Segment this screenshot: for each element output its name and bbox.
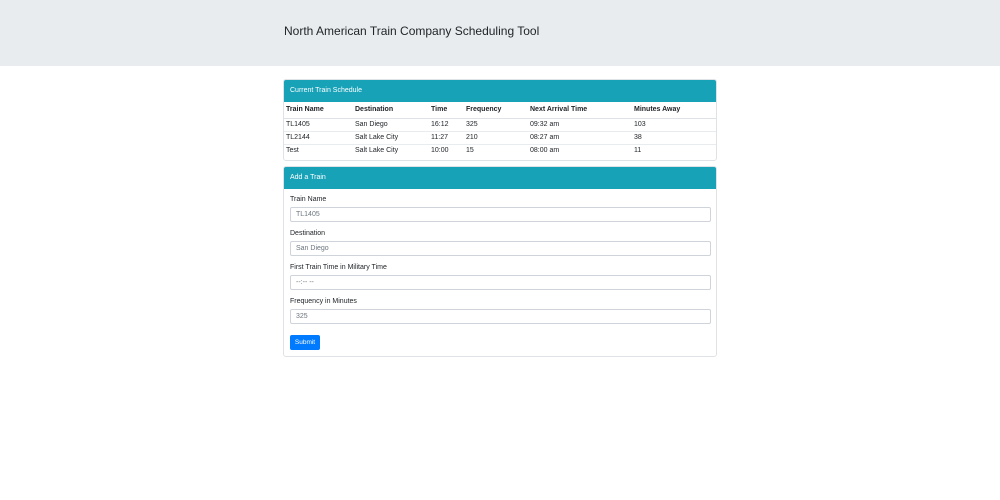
- frequency-cell: 210: [464, 131, 528, 144]
- next-arrival-cell: 08:00 am: [528, 144, 632, 157]
- column-header: Time: [429, 102, 464, 118]
- next-arrival-cell: 09:32 am: [530, 121, 560, 128]
- destination-label: Destination: [290, 230, 326, 237]
- time-cell: 11:27: [429, 131, 464, 144]
- table-row: [284, 118, 716, 131]
- destination-cell: Salt Lake City: [353, 144, 429, 157]
- add-train-card-header: Add a Train: [284, 167, 716, 189]
- destination-cell: San Diego: [355, 121, 388, 128]
- frequency-cell: 15: [464, 144, 528, 157]
- frequency-cell: 325: [466, 121, 478, 128]
- page-header: [0, 0, 1000, 66]
- first-train-time-input[interactable]: --:-- --: [290, 275, 711, 290]
- train-name-cell: TL2144: [284, 131, 353, 144]
- page-title: North American Train Company Scheduling Tool: [284, 24, 540, 38]
- column-header: Train Name: [284, 102, 353, 118]
- submit-button[interactable]: Submit: [290, 335, 320, 350]
- destination-cell: Salt Lake City: [353, 131, 429, 144]
- column-header: Minutes Away: [632, 102, 716, 118]
- table-row: [284, 144, 716, 157]
- train-name-group: [290, 195, 711, 218]
- minutes-away-cell: 103: [634, 121, 646, 128]
- schedule-table: [284, 102, 716, 157]
- column-header: Frequency: [464, 102, 528, 118]
- schedule-card: [283, 79, 717, 161]
- first-train-time-group: [290, 263, 711, 286]
- table-row: [284, 131, 716, 144]
- frequency-label: Frequency in Minutes: [290, 298, 357, 305]
- train-name-label: Train Name: [290, 196, 327, 203]
- time-cell: 10:00: [429, 144, 464, 157]
- column-header: Next Arrival Time: [528, 102, 632, 118]
- train-name-cell: TL1405: [286, 121, 310, 128]
- minutes-away-cell: 38: [632, 131, 716, 144]
- add-train-card: [283, 166, 717, 357]
- train-name-input[interactable]: TL1405: [290, 207, 711, 222]
- time-cell: 16:12: [431, 121, 449, 128]
- next-arrival-cell: 08:27 am: [528, 131, 632, 144]
- frequency-group: [290, 297, 711, 320]
- destination-group: [290, 229, 711, 252]
- train-name-cell: Test: [284, 144, 353, 157]
- schedule-card-header: Current Train Schedule: [284, 80, 716, 102]
- destination-input[interactable]: San Diego: [290, 241, 711, 256]
- frequency-input[interactable]: 325: [290, 309, 711, 324]
- minutes-away-cell: 11: [632, 144, 716, 157]
- column-header: Destination: [353, 102, 429, 118]
- table-header-row: [284, 102, 716, 118]
- first-train-time-label: First Train Time in Military Time: [290, 264, 387, 271]
